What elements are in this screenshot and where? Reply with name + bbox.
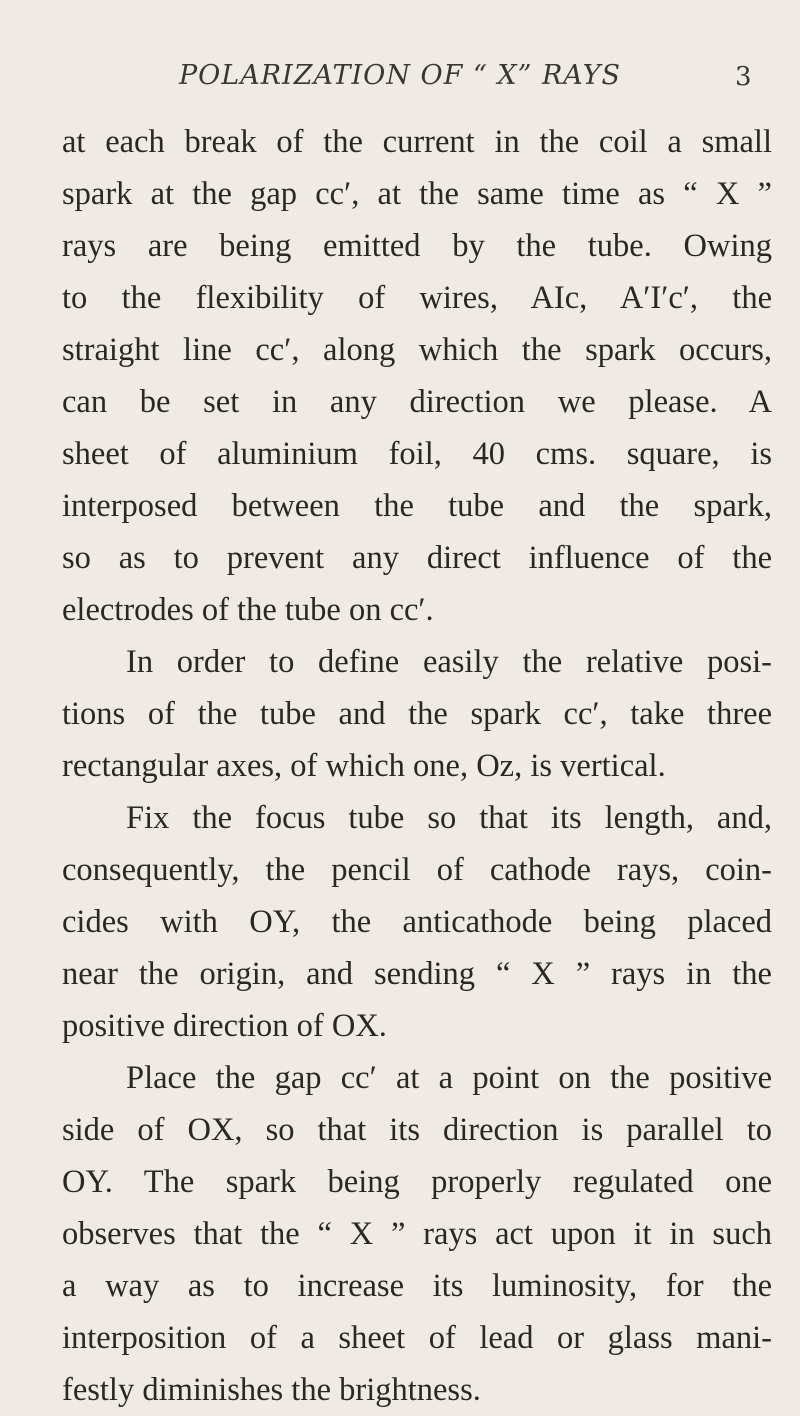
text-line: rays are being emitted by the tube. Owing	[62, 228, 772, 264]
page-number: 3	[735, 62, 752, 92]
text-line: a way as to increase its luminosity, for the	[62, 1268, 772, 1304]
text-line: Place the gap cc′ at a point on the positive	[126, 1060, 772, 1096]
text-line: consequently, the pencil of cathode rays, coin-	[62, 852, 772, 888]
text-line: positive direction of OX.	[62, 1008, 387, 1044]
text-line: festly diminishes the brightness.	[62, 1372, 481, 1408]
text-line: observes that the “ X ” rays act upon it in such	[62, 1216, 772, 1252]
text-line: interposition of a sheet of lead or glass mani-	[62, 1320, 772, 1356]
text-line: interposed between the tube and the spark,	[62, 488, 772, 524]
text-line: side of OX, so that its direction is parallel to	[62, 1112, 772, 1148]
text-line: can be set in any direction we please. A	[62, 384, 772, 420]
text-line: cides with OY, the anticathode being placed	[62, 904, 772, 940]
text-line: spark at the gap cc′, at the same time as “ X ”	[62, 176, 772, 212]
text-line: at each break of the current in the coil a small	[62, 124, 772, 160]
text-line: so as to prevent any direct influence of the	[62, 540, 772, 576]
text-line: OY. The spark being properly regulated one	[62, 1164, 772, 1200]
text-line: In order to define easily the relative posi-	[126, 644, 772, 680]
text-line: tions of the tube and the spark cc′, take three	[62, 696, 772, 732]
text-line: rectangular axes, of which one, Oz, is vertical.	[62, 748, 666, 784]
text-line: straight line cc′, along which the spark occurs,	[62, 332, 772, 368]
text-line: sheet of aluminium foil, 40 cms. square, is	[62, 436, 772, 472]
body-text	[62, 116, 772, 1416]
text-line: electrodes of the tube on cc′.	[62, 592, 434, 628]
text-line: to the flexibility of wires, AIc, A′I′c′, the	[62, 280, 772, 316]
text-line: near the origin, and sending “ X ” rays in the	[62, 956, 772, 992]
text-line: Fix the focus tube so that its length, and,	[126, 800, 772, 836]
running-head: POLARIZATION OF “ X” RAYS	[178, 60, 622, 91]
